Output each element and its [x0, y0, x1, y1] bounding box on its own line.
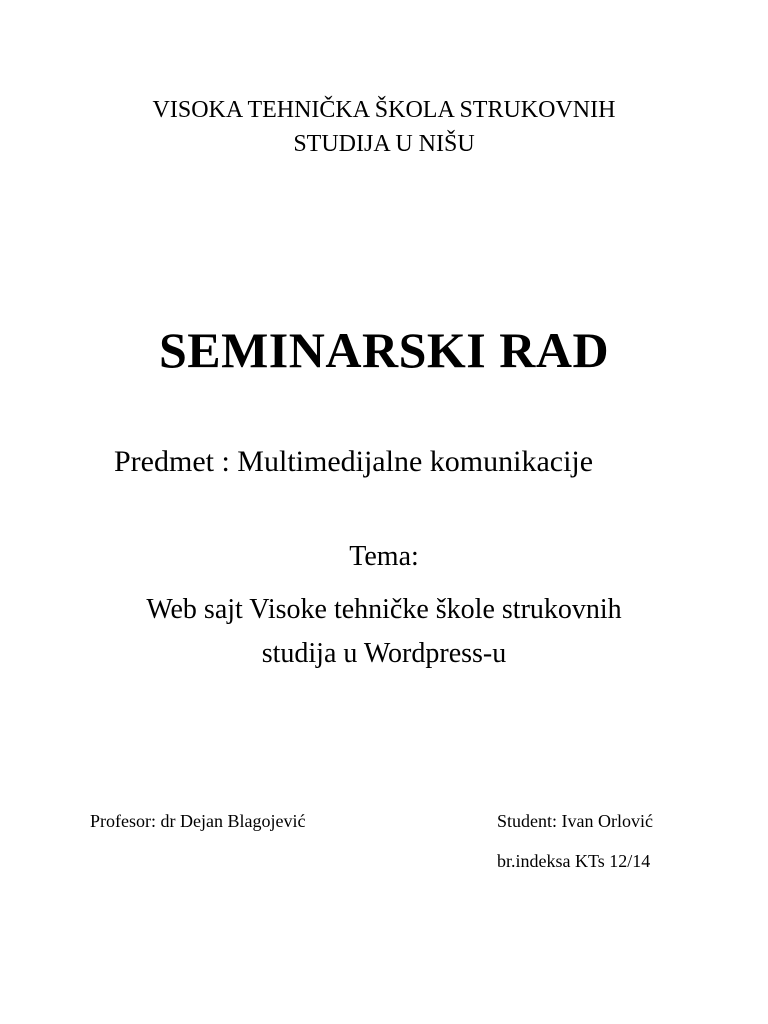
document-title: SEMINARSKI RAD [158, 322, 610, 378]
student-index-number: br.indeksa KTs 12/14 [497, 851, 651, 871]
topic-title-line-2: studija u Wordpress-u [261, 638, 507, 669]
student-name: Student: Ivan Orlović [497, 811, 653, 831]
subject-line: Predmet : Multimedijalne komunikacije [114, 445, 594, 478]
topic-title-line-1: Web sajt Visoke tehničke škole strukovnih [146, 594, 622, 625]
professor-name: Profesor: dr Dejan Blagojević [90, 811, 306, 831]
topic-label: Tema: [349, 541, 419, 572]
institution-name-line-1: VISOKA TEHNIČKA ŠKOLA STRUKOVNIH [152, 97, 616, 123]
institution-name-line-2: STUDIJA U NIŠU [293, 131, 475, 157]
